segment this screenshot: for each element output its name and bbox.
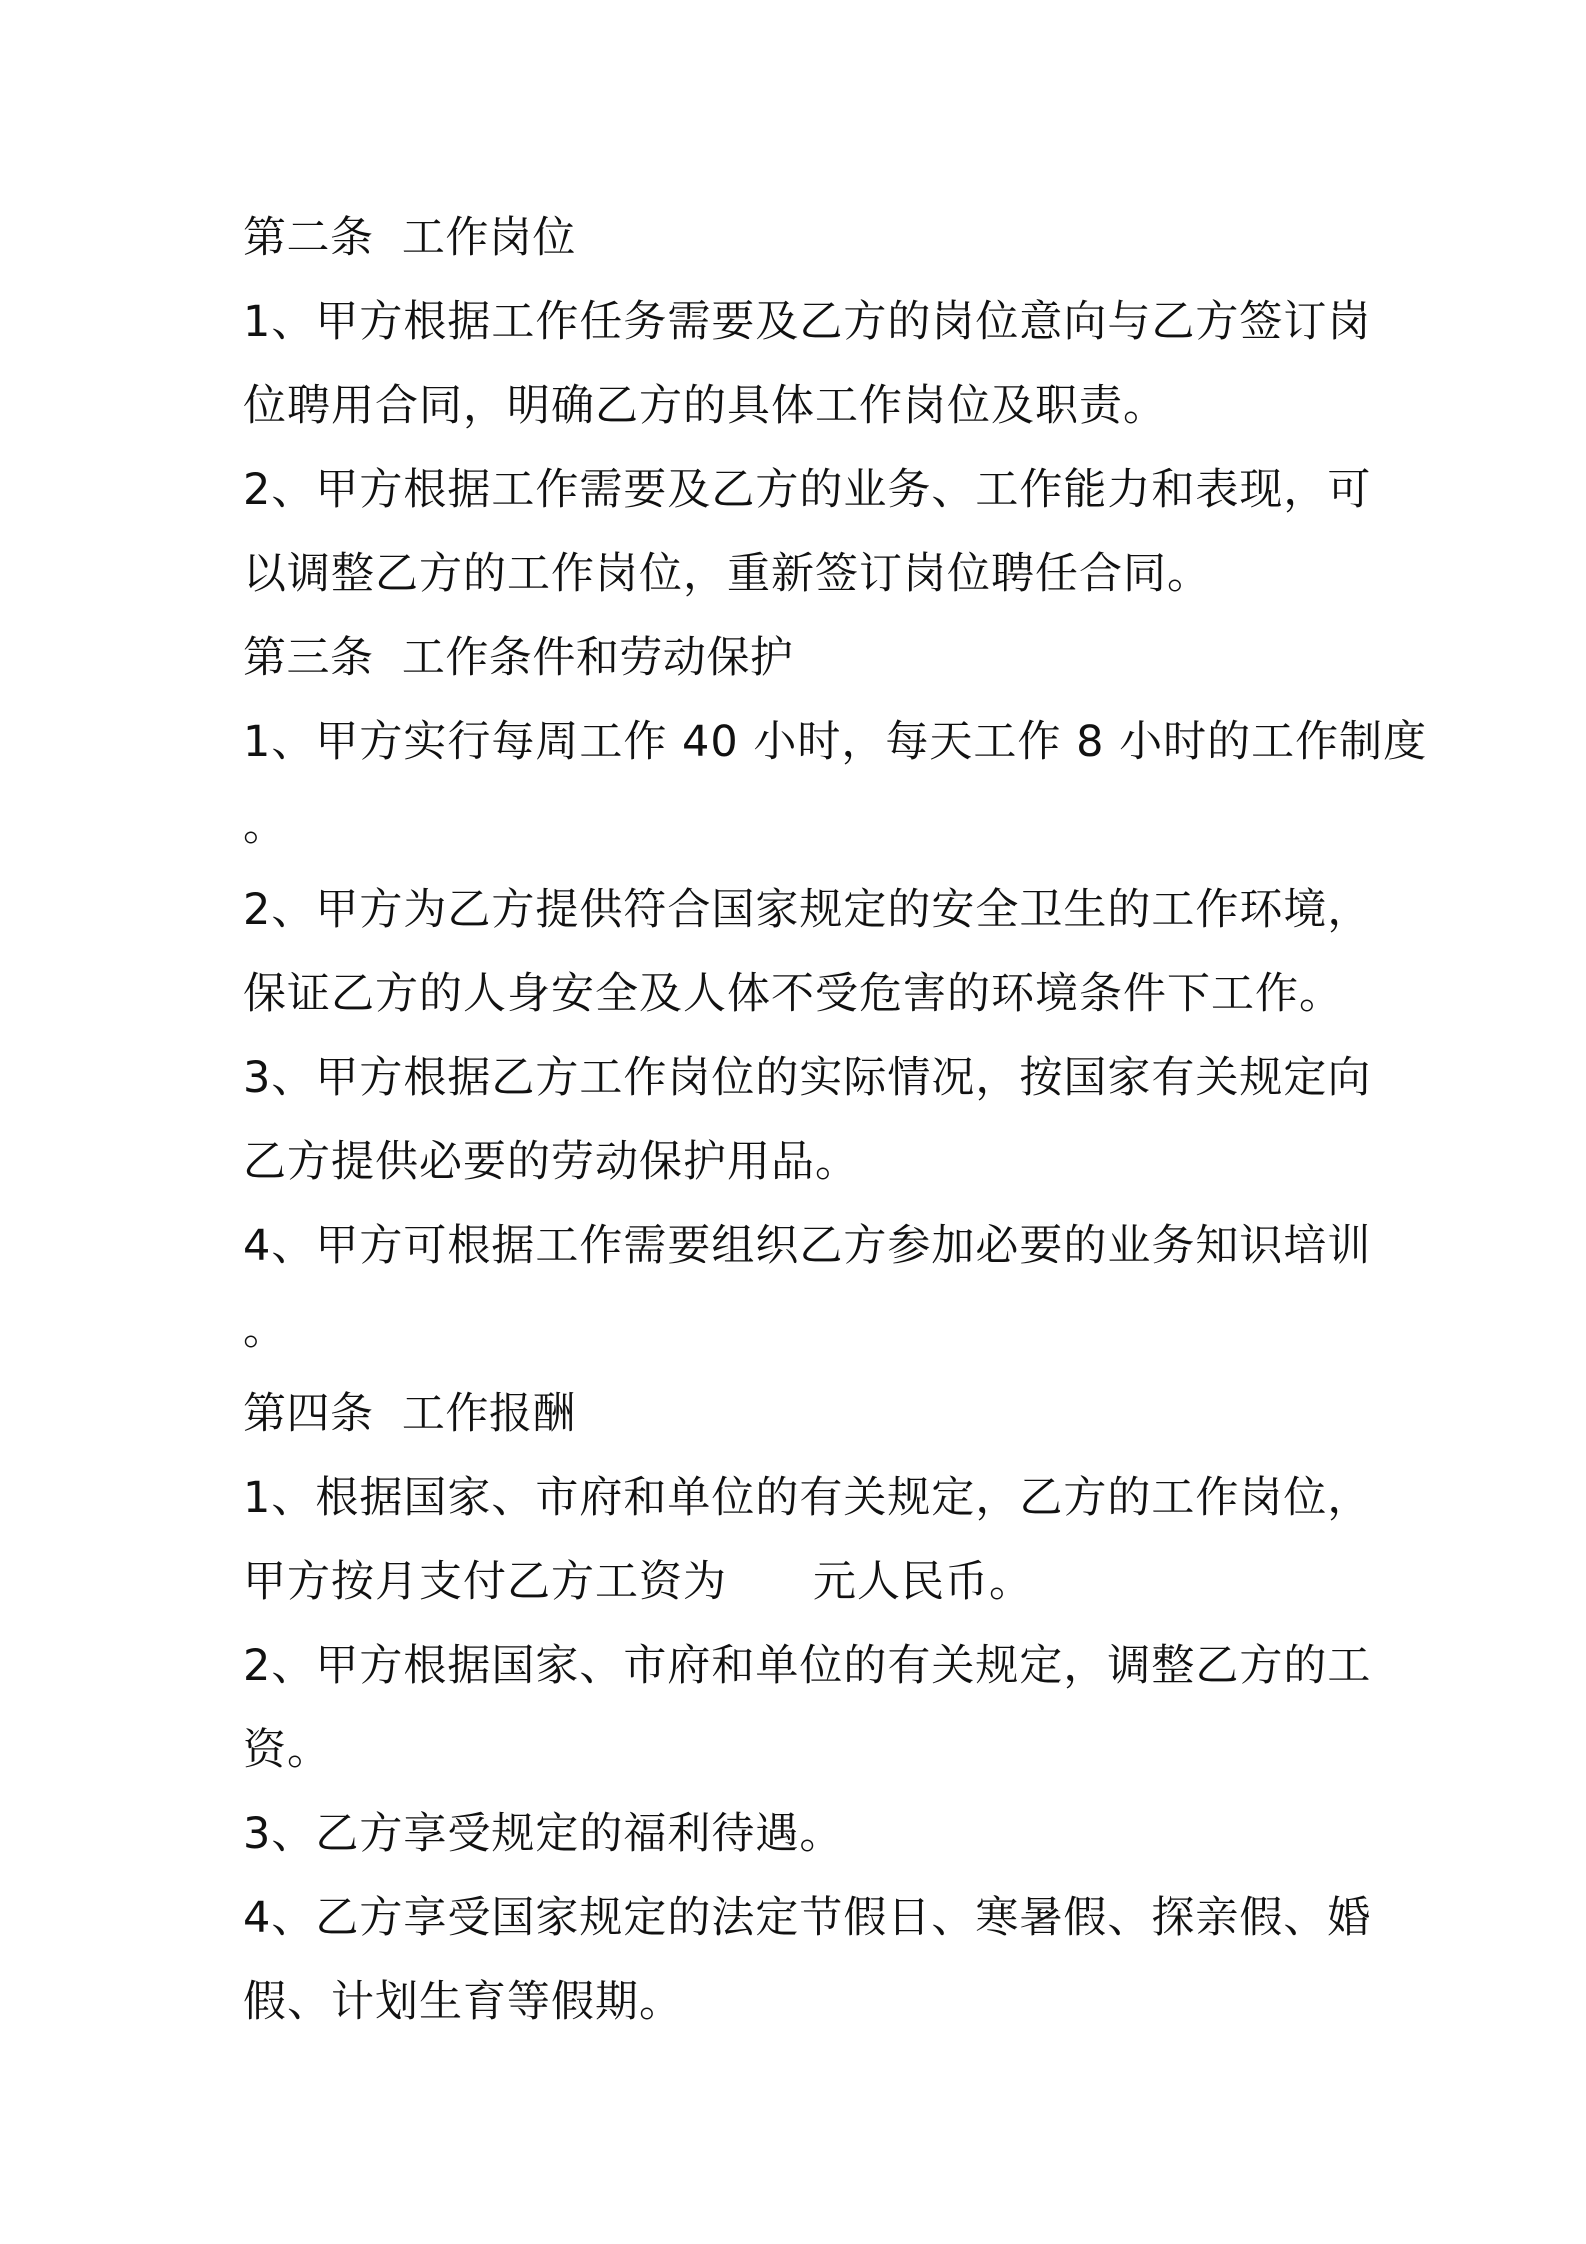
clause-line: 3、甲方根据乙方工作岗位的实际情况，按国家有关规定向 <box>243 1053 1372 1103</box>
clause-line: 4、甲方可根据工作需要组织乙方参加必要的业务知识培训 <box>243 1221 1372 1271</box>
clause-line: 3、乙方享受规定的福利待遇。 <box>243 1809 844 1859</box>
clause-line: 1、甲方实行每周工作 40 小时，每天工作 8 小时的工作制度 <box>243 717 1428 767</box>
clause-line: 假、计划生育等假期。 <box>243 1977 683 2027</box>
salary-text-before: 甲方按月支付乙方工资为 <box>243 1557 727 1607</box>
clause-line: 2、甲方根据国家、市府和单位的有关规定，调整乙方的工 <box>243 1641 1372 1691</box>
section-heading: 第三条 工作条件和劳动保护 <box>243 633 794 683</box>
clause-line: 。 <box>243 1305 287 1355</box>
salary-line <box>243 1540 1363 1624</box>
clause-line: 1、根据国家、市府和单位的有关规定，乙方的工作岗位， <box>243 1473 1372 1523</box>
clause-line: 。 <box>243 801 287 851</box>
clause-line: 2、甲方为乙方提供符合国家规定的安全卫生的工作环境， <box>243 885 1372 935</box>
contract-body <box>243 196 1428 2044</box>
clause-line: 以调整乙方的工作岗位，重新签订岗位聘任合同。 <box>243 549 1211 599</box>
section-heading: 第四条 工作报酬 <box>243 1389 576 1439</box>
clause-line: 资。 <box>243 1725 331 1775</box>
clause-line: 1、甲方根据工作任务需要及乙方的岗位意向与乙方签订岗 <box>243 297 1372 347</box>
clause-line: 2、甲方根据工作需要及乙方的业务、工作能力和表现，可 <box>243 465 1372 515</box>
clause-line: 位聘用合同，明确乙方的具体工作岗位及职责。 <box>243 381 1167 431</box>
clause-line: 乙方提供必要的劳动保护用品。 <box>243 1137 859 1187</box>
clause-line: 保证乙方的人身安全及人体不受危害的环境条件下工作。 <box>243 969 1343 1019</box>
clause-line: 4、乙方享受国家规定的法定节假日、寒暑假、探亲假、婚 <box>243 1893 1372 1943</box>
section-heading: 第二条 工作岗位 <box>243 213 576 263</box>
salary-text-after: 元人民币。 <box>813 1557 1033 1607</box>
